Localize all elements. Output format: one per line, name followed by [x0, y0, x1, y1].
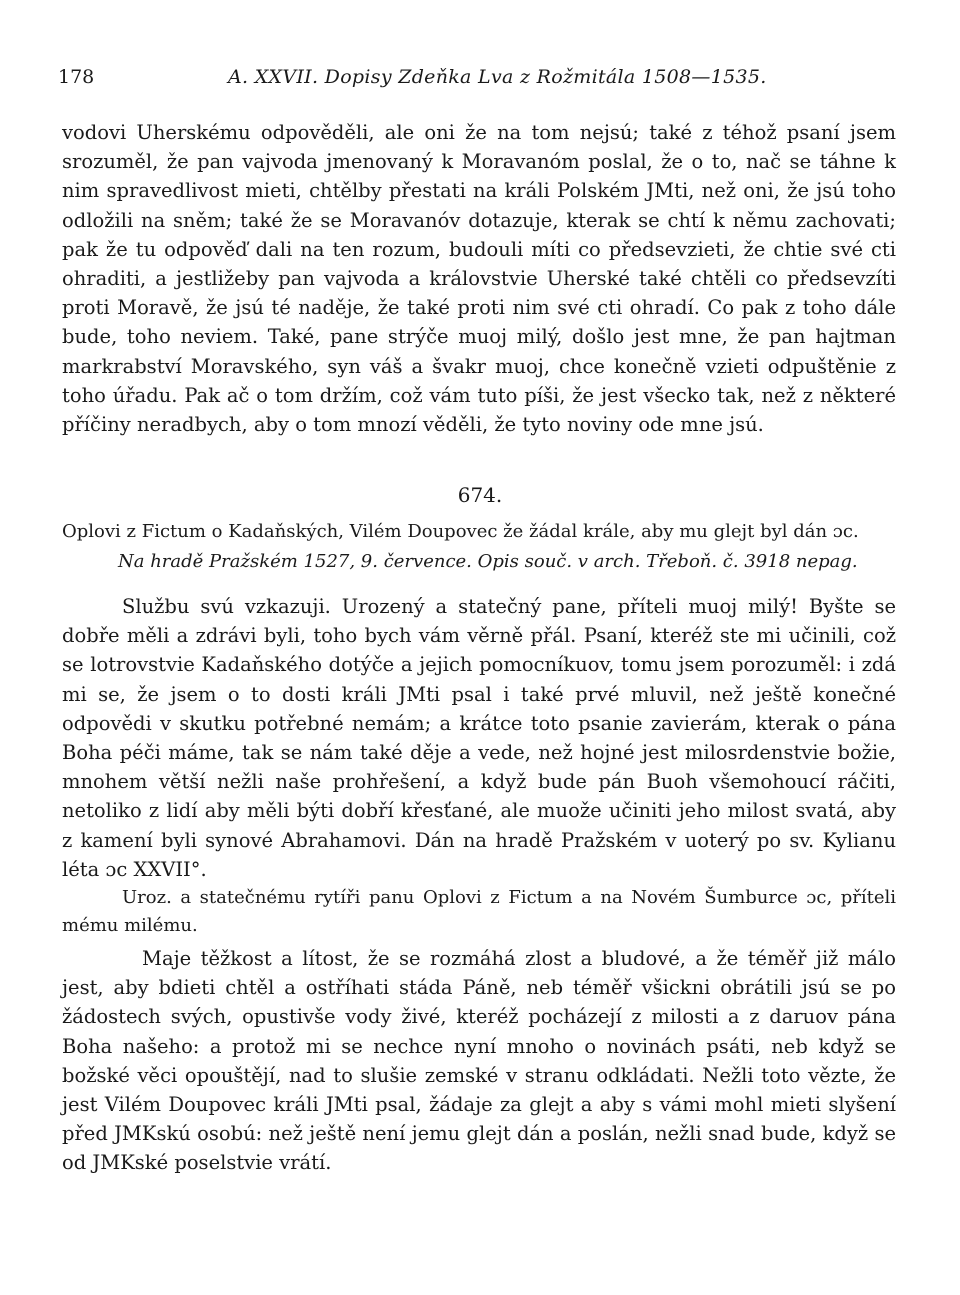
paragraph-text: Službu svú vzkazuji. Urozený a statečný pane, příteli muoj milý! Byšte se dobře měli a zdrávi byli, toho bych vám věrně přál. Psaní, kteréž ste mi učinili, což se lotrovstvie Kadaňského dotýče a jejich pomocníkuov, tomu jsem porozuměl: i zdá mi se, že jsem o to dosti králi JMti psal i také prvé mluvil, než ještě konečné odpovědi v skutku potřebné nemám; a krátce toto psanie zavierám, kterak o pána Boha péči máme, tak se nám také děje a vede, než hojné jest milosrdenstvie božie, mnohem větší nežli naše prohřešení, a když bude pán Buoh všemohoucí ráčiti, netoliko z lidí aby měli býti dobří křesťané, ale muože učiniti jeho milost svatá, aby z kamení byli synové Abrahamovi. Dán na hradě Pražském v uoterý po sv. Kylianu léta ɔc XXVII°.	[62, 595, 896, 881]
paragraph-text: Maje těžkost a lítost, že se rozmáhá zlost a bludové, a že téměř již málo jest, aby bdieti chtěl a ostříhati stáda Páně, neb téměř všickni obrátili jsú se po žádostech svých, opustivše vody živé, kteréž pocházejí z milosti a z daruov pána Boha našeho: a protož mi se nechce nyní mnoho o novinách psáti, neb když se božské věci opouštějí, nad to slušie zemské v stranu odkládati. Nežli toto vězte, že jest Vilém Doupovec králi JMti psal, žádaje za glejt a aby s vámi mohl mieti slyšení před JMKskú osobú: než ještě není jemu glejt dán a poslán, nežli snad bude, když se od JMKské poselstvie vrátí.	[62, 947, 896, 1175]
source-note: Na hradě Pražském 1527, 9. července. Opis souč. v arch. Třeboň. č. 3918 nepag.	[118, 551, 858, 572]
running-head: A. XXVII. Dopisy Zdeňka Lva z Rožmitála 1508—1535.	[228, 66, 767, 88]
letter-body	[62, 592, 896, 884]
document-summary: Oplovi z Fictum o Kadaňských, Vilém Doupovec že žádal krále, aby mu glejt byl dán ɔc.	[62, 521, 859, 542]
letter-address: Uroz. a statečnému rytíři panu Oplovi z Fictum a na Novém Šumburce ɔc, příteli mému milému.	[62, 887, 896, 936]
page-number: 178	[58, 66, 95, 88]
paragraph-text: vodovi Uherskému odpověděli, ale oni že na tom nejsú; také z téhož psaní jsem srozuměl, že pan vajvoda jmenovaný k Moravanóm poslal, že o to, nač se táhne k nim spravedlivost mieti, chtělby přestati na králi Polském JMti, než oni, že jsú toho odložili na sněm; také že se Moravanóv dotazuje, kterak se chtí k němu zachovati; pak že tu odpověď dali na ten rozum, budouli míti co předsevzieti, že chtie své cti ohraditi, a jestližeby pan vajvoda a královstvie Uherské také chtěli co předsevzíti proti Moravě, že jsú té naděje, že také proti nim své cti ohradí. Co pak z toho dále bude, toho neviem. Také, pane strýče muoj milý, došlo jest mne, že pan hajtman markrabství Moravského, syn váš a švakr muoj, chce konečně vzieti odpuštěnie z toho úřadu. Pak ač o tom držím, což vám tuto píši, že jest všecko tak, než z některé příčiny neradbych, aby o tom mnozí věděli, že tyto noviny ode mne jsú.	[62, 121, 896, 437]
page-header	[58, 66, 898, 96]
letter-enclosure	[62, 944, 896, 1178]
continuation-paragraph	[62, 118, 896, 439]
document-number: 674.	[457, 483, 503, 507]
